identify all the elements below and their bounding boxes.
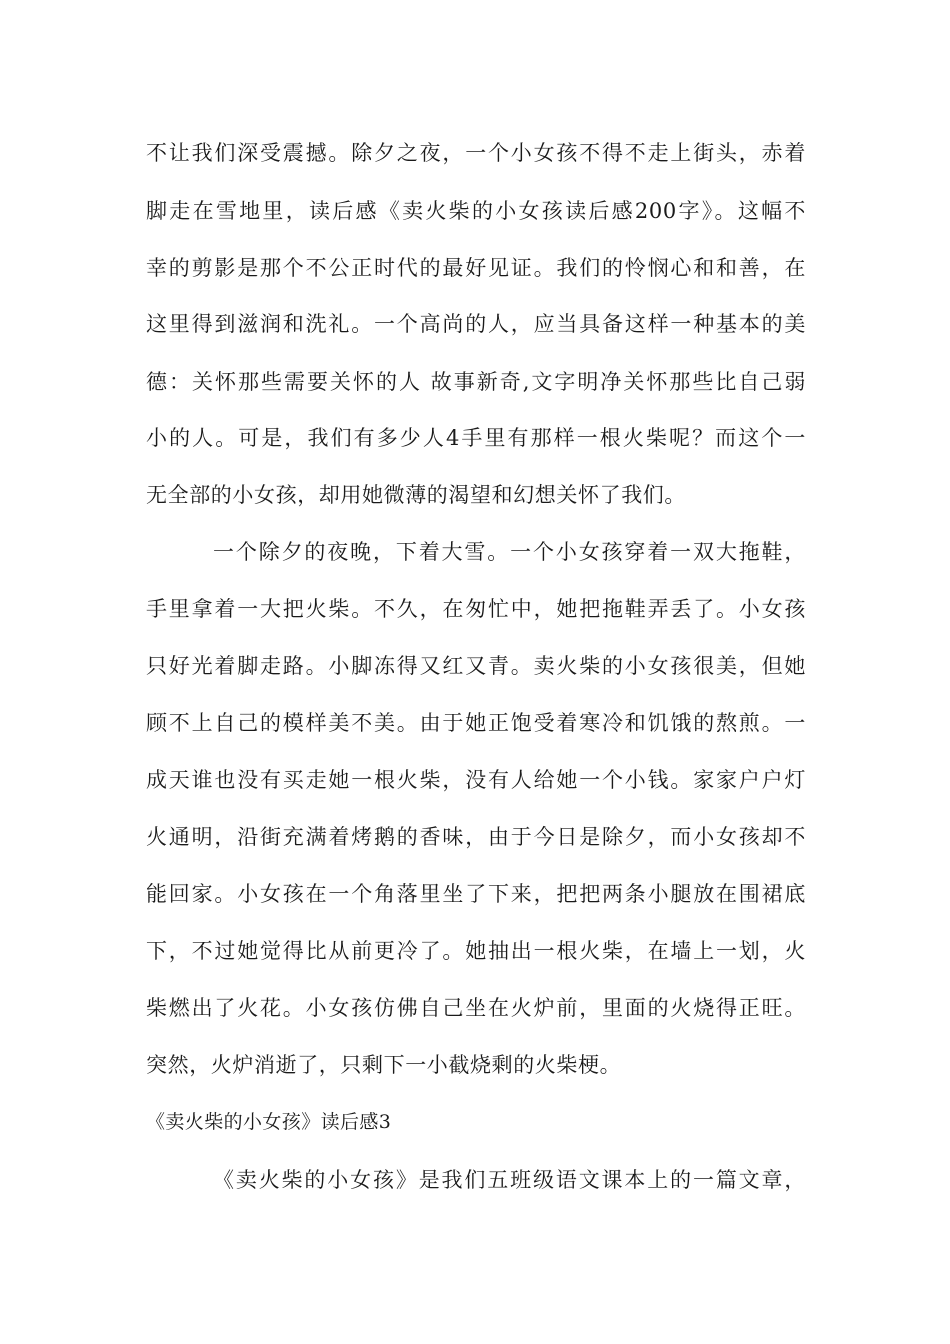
section-heading: 《卖火柴的小女孩》读后感3 xyxy=(146,1111,392,1133)
paragraph-2-line-9: 柴燃出了火花。小女孩仿佛自己坐在火炉前，里面的火烧得正旺。 xyxy=(146,996,806,1020)
paragraph-1-line-1: 不让我们深受震撼。除夕之夜，一个小女孩不得不走上街头，赤着 xyxy=(146,141,806,165)
paragraph-2-line-2: 手里拿着一大把火柴。不久，在匆忙中，她把拖鞋弄丢了。小女孩 xyxy=(146,597,806,621)
paragraph-1-line-3: 幸的剪影是那个不公正时代的最好见证。我们的怜悯心和和善，在 xyxy=(146,256,806,280)
paragraph-3-line-1: 《卖火柴的小女孩》是我们五班级语文课本上的一篇文章， xyxy=(213,1168,806,1192)
paragraph-2-line-3: 只好光着脚走路。小脚冻得又红又青。卖火柴的小女孩很美，但她 xyxy=(146,654,806,678)
paragraph-2-line-10: 突然，火炉消逝了，只剩下一小截烧剩的火柴梗。 xyxy=(146,1053,622,1077)
paragraph-2-line-4: 顾不上自己的模样美不美。由于她正饱受着寒冷和饥饿的熬煎。一 xyxy=(146,711,806,735)
paragraph-1-line-7: 无全部的小女孩，却用她微薄的渴望和幻想关怀了我们。 xyxy=(146,483,686,507)
paragraph-2-line-6: 火通明，沿街充满着烤鹅的香味，由于今日是除夕，而小女孩却不 xyxy=(146,825,806,849)
paragraph-1-line-4: 这里得到滋润和洗礼。一个高尚的人，应当具备这样一种基本的美 xyxy=(146,312,806,336)
paragraph-1-line-2: 脚走在雪地里，读后感《卖火柴的小女孩读后感200字》。这幅不 xyxy=(146,199,806,223)
paragraph-1-line-6: 小的人。可是，我们有多少人4手里有那样一根火柴呢？而这个一 xyxy=(146,426,806,450)
paragraph-2-line-5: 成天谁也没有买走她一根火柴，没有人给她一个小钱。家家户户灯 xyxy=(146,768,806,792)
paragraph-1-line-5: 德：关怀那些需要关怀的人 故事新奇,文字明净关怀那些比自己弱 xyxy=(146,370,806,394)
paragraph-2-line-1: 一个除夕的夜晚，下着大雪。一个小女孩穿着一双大拖鞋， xyxy=(213,540,806,564)
paragraph-2-line-7: 能回家。小女孩在一个角落里坐了下来，把把两条小腿放在围裙底 xyxy=(146,882,806,906)
paragraph-2-line-8: 下，不过她觉得比从前更冷了。她抽出一根火柴，在墙上一划，火 xyxy=(146,939,806,963)
